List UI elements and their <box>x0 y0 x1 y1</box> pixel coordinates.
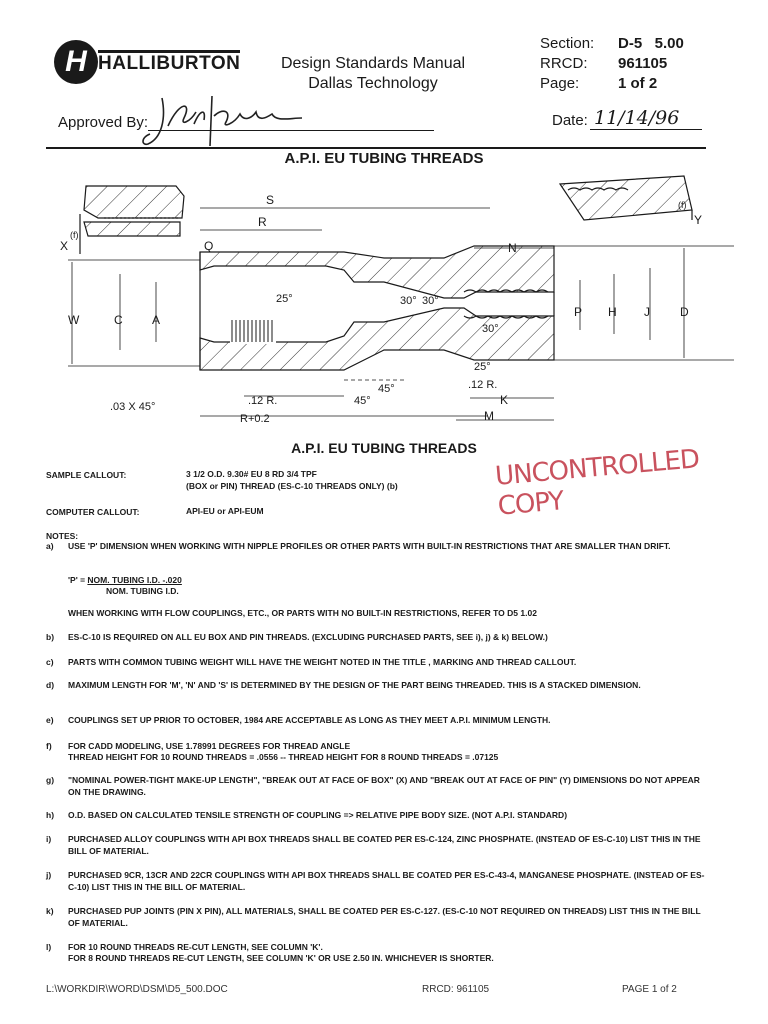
note-b <box>46 632 706 644</box>
header-divider <box>46 147 706 149</box>
p-formula <box>68 575 182 597</box>
note-text: "NOMINAL POWER-TIGHT MAKE-UP LENGTH", "BREAK OUT AT FACE OF BOX" (X) AND "BREAK OUT AT FACE OF PIN" (Y) DIMENSIONS DO NOT APPEAR ON THE DRAWING. <box>68 775 700 797</box>
date-label: Date: <box>552 112 588 129</box>
note-l <box>46 942 706 954</box>
note-letter: k) <box>46 906 54 916</box>
angle-45-a: 45° <box>354 395 371 407</box>
note-text: PURCHASED ALLOY COUPLINGS WITH API BOX THREADS SHALL BE COATED PER ES-C-124, ZINC PHOSPHATE. (INSTEAD OF ES-C-10) LIST THIS IN THE BILL OF MATERIAL. <box>68 834 701 856</box>
manual-title-line2: Dallas Technology <box>308 75 438 92</box>
footer-page: PAGE 1 of 2 <box>622 984 677 995</box>
note-e <box>46 715 706 727</box>
signature-line <box>148 130 434 131</box>
footer-rrcd: RRCD: 961105 <box>422 984 490 995</box>
footer-file-path: L:\WORKDIR\WORD\DSM\D5_500.DOC <box>46 984 228 995</box>
note-letter: l) <box>46 942 52 952</box>
note-text: FOR CADD MODELING, USE 1.78991 DEGREES FOR THREAD ANGLE <box>68 741 351 751</box>
page-row <box>540 74 750 94</box>
note-text: PARTS WITH COMMON TUBING WEIGHT WILL HAVE THE WEIGHT NOTED IN THE TITLE , MARKING AND THREAD CALLOUT. <box>68 657 577 667</box>
note-f-continued <box>46 752 706 764</box>
logo-text: HALLIBURTON <box>98 50 240 74</box>
angle-30-c: 30° <box>482 323 499 335</box>
dim-d: D <box>680 305 689 319</box>
dim-r: R <box>258 215 267 229</box>
note-a <box>46 541 706 553</box>
dim-k: K <box>500 393 509 407</box>
note-j <box>46 870 706 893</box>
p-formula-numerator: NOM. TUBING I.D. -.020 <box>87 575 182 585</box>
note-l-continued <box>46 953 706 965</box>
note-text: THREAD HEIGHT FOR 10 ROUND THREADS = .0556 -- THREAD HEIGHT FOR 8 ROUND THREADS = .07125 <box>68 752 499 762</box>
angle-30-a: 30° <box>400 295 417 307</box>
note-a-continued <box>46 608 706 620</box>
dim-a: A <box>152 313 161 327</box>
document-meta <box>540 34 750 94</box>
note-letter: d) <box>46 680 55 690</box>
note-text: MAXIMUM LENGTH FOR 'M', 'N' AND 'S' IS DETERMINED BY THE DESIGN OF THE PART BEING THREADED. THIS IS A STACKED DIMENSION. <box>68 680 641 690</box>
note-d <box>46 680 706 692</box>
note-text: PURCHASED PUP JOINTS (PIN X PIN), ALL MATERIALS, SHALL BE COATED PER ES-C-127. (ES-C-10 NOT REQUIRED ON THREADS) LIST THIS IN THE BILL OF MATERIAL. <box>68 906 701 928</box>
computer-callout-value: API-EU or API-EUM <box>186 506 264 516</box>
notes-heading: NOTES: <box>46 531 79 541</box>
dim-f-right: (f) <box>678 200 687 210</box>
note-i <box>46 834 706 857</box>
radius-label-left: .12 R. <box>248 395 278 407</box>
dim-x: X <box>60 239 69 253</box>
angle-45-b: 45° <box>378 383 395 395</box>
chamfer-label: .03 X 45° <box>110 401 156 413</box>
rrcd-value: 961105 <box>618 55 668 72</box>
dim-w: W <box>68 313 80 327</box>
note-letter: g) <box>46 775 55 785</box>
note-letter: e) <box>46 715 54 725</box>
note-k <box>46 906 706 929</box>
note-letter: c) <box>46 657 54 667</box>
note-text: COUPLINGS SET UP PRIOR TO OCTOBER, 1984 ARE ACCEPTABLE AS LONG AS THEY MEET A.P.I. MINIMUM LENGTH. <box>68 715 551 725</box>
note-letter: j) <box>46 870 52 880</box>
angle-25-right: 25° <box>474 361 491 373</box>
sample-callout-line1: 3 1/2 O.D. 9.30# EU 8 RD 3/4 TPF <box>186 469 317 479</box>
note-text: WHEN WORKING WITH FLOW COUPLINGS, ETC., OR PARTS WITH NO BUILT-IN RESTRICTIONS, REFER TO D5 1.02 <box>68 608 537 618</box>
note-g <box>46 775 706 798</box>
date-value: 11/14/96 <box>594 107 680 129</box>
signature <box>140 88 340 150</box>
sample-callout-line2: (BOX or PIN) THREAD (ES-C-10 THREADS ONLY) (b) <box>186 481 398 491</box>
rrcd-label: RRCD: <box>540 55 588 72</box>
note-text: O.D. BASED ON CALCULATED TENSILE STRENGTH OF COUPLING => RELATIVE PIPE BODY SIZE. (NOT A.P.I. STANDARD) <box>68 810 568 820</box>
p-formula-lhs: 'P' = <box>68 575 88 585</box>
page-value: 1 of 2 <box>618 75 658 92</box>
note-c <box>46 657 706 669</box>
computer-callout-label: COMPUTER CALLOUT: <box>46 507 140 517</box>
uncontrolled-copy-stamp: UNCONTROLLED COPY <box>494 444 701 522</box>
note-letter: i) <box>46 834 52 844</box>
section-label: Section: <box>540 35 595 52</box>
dim-m: M <box>484 409 494 423</box>
note-h <box>46 810 706 822</box>
section-value: D-5 5.00 <box>618 35 684 52</box>
angle-30-b: 30° <box>422 295 439 307</box>
dim-r-plus: R+0.2 <box>240 413 270 425</box>
tubing-thread-drawing <box>44 170 734 434</box>
radius-label-right: .12 R. <box>468 379 498 391</box>
dim-n: N <box>508 241 517 255</box>
sample-callout-value <box>186 468 398 492</box>
halliburton-logo <box>54 40 244 84</box>
note-letter: f) <box>46 741 52 751</box>
dim-p: P <box>574 305 583 319</box>
note-letter: b) <box>46 632 55 642</box>
dim-j: J <box>644 305 650 319</box>
page-label: Page: <box>540 75 580 92</box>
manual-title-line1: Design Standards Manual <box>280 55 466 72</box>
angle-25-left: 25° <box>276 293 293 305</box>
note-text: USE 'P' DIMENSION WHEN WORKING WITH NIPPLE PROFILES OR OTHER PARTS WITH BUILT-IN RESTRICTIONS THAT ARE SMALLER THAN DRIFT. <box>68 541 671 551</box>
dim-q: Q <box>204 239 214 253</box>
note-text: PURCHASED 9CR, 13CR AND 22CR COUPLINGS WITH API BOX THREADS SHALL BE COATED PER ES-C-43-4, MANGANESE PHOSPHATE. (INSTEAD OF ES-C-10) LIST THIS IN THE BILL OF MATERIAL. <box>68 870 705 892</box>
dim-y: Y <box>694 213 703 227</box>
section-row <box>540 34 750 54</box>
dim-c: C <box>114 313 123 327</box>
section-title: A.P.I. EU TUBING THREADS <box>291 440 477 456</box>
approved-label: Approved By: <box>58 114 149 131</box>
note-text: FOR 8 ROUND THREADS RE-CUT LENGTH, SEE COLUMN 'K' OR USE 2.50 IN. WHICHEVER IS SHORTER. <box>68 953 494 963</box>
logo-mark-icon: H <box>54 40 98 84</box>
note-text: FOR 10 ROUND THREADS RE-CUT LENGTH, SEE COLUMN 'K'. <box>68 942 323 952</box>
note-text: ES-C-10 IS REQUIRED ON ALL EU BOX AND PIN THREADS. (EXCLUDING PURCHASED PARTS, SEE i), j) & k) BELOW.) <box>68 632 548 642</box>
dim-f-left: (f) <box>70 230 79 240</box>
sample-callout-label: SAMPLE CALLOUT: <box>46 470 127 480</box>
rrcd-row <box>540 54 750 74</box>
date-line <box>590 129 702 130</box>
dim-h: H <box>608 305 617 319</box>
note-f <box>46 741 706 753</box>
drawing-title: A.P.I. EU TUBING THREADS <box>284 150 484 167</box>
dim-s: S <box>266 193 275 207</box>
p-formula-denominator: NOM. TUBING I.D. <box>106 586 179 596</box>
note-letter: h) <box>46 810 55 820</box>
note-letter: a) <box>46 541 54 551</box>
